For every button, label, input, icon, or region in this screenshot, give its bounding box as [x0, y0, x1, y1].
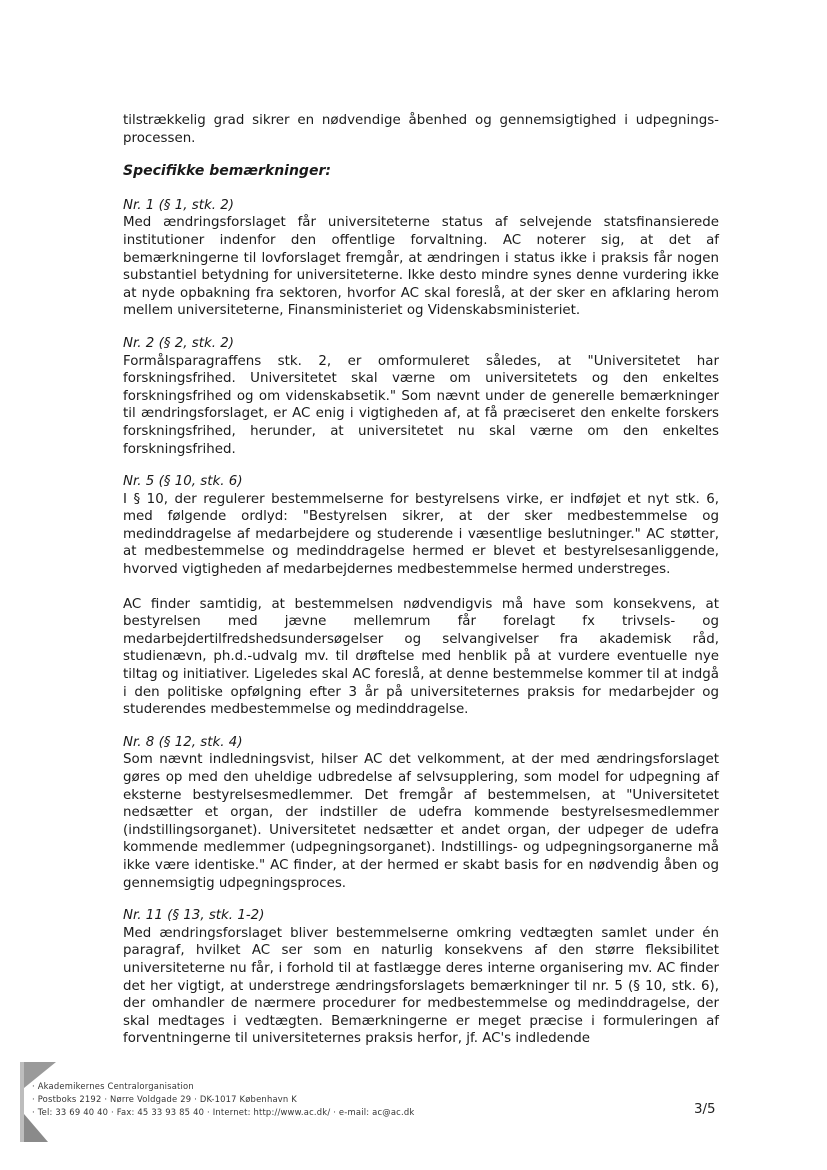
- item-nr-2: [123, 335, 719, 458]
- item-paragraph: Med ændringsforslaget bliver bestemmelserne omkring vedtægten samlet under én paragraf, hvilket AC ser som en naturlig konsekvens af den større fleksibilitet universiteterne nu får, i forhold til at fastlægge deres interne organisering mv. AC finder det her vigtigt, at understrege ændringsforslagets bemærkninger til nr. 5 (§ 10, stk. 6), der omhandler de nærmere procedurer for medbestemmelse og medinddragelse, der skal medtages i vedtægten. Bemærkningerne er meget præcise i formuleringen af forventningerne til universiteternes praksis herfor, jf. AC's indledende: [123, 925, 719, 1047]
- footer-org-name: · Akademikernes Centralorganisation: [32, 1081, 194, 1091]
- item-heading: Nr. 2 (§ 2, stk. 2): [123, 335, 235, 351]
- intro-paragraph: tilstrækkelig grad sikrer en nødvendige åbenhed og gennemsigtighed i udpegnings-processen.: [123, 113, 719, 146]
- item-heading: Nr. 1 (§ 1, stk. 2): [123, 197, 235, 213]
- section-title: Specifikke bemærkninger:: [123, 163, 331, 180]
- item-nr-8: [123, 734, 719, 892]
- item-paragraph: Formålsparagraffens stk. 2, er omformuleret således, at "Universitetet har forskningsfrihed. Universitetet skal værne om universitetets og den enkeltes forskningsfrihed og om videnskabsetik." Som nævnt under de generelle bemærkninger til ændringsforslaget, er AC enig i vigtigheden af, at få præciseret den enkelte forskers forskningsfrihed, herunder, at universitetet nu skal værne om den enkeltes forskningsfrihed.: [123, 353, 719, 457]
- footer-postal: · Postboks 2192 · Nørre Voldgade 29 · DK-1017 København K: [32, 1094, 297, 1104]
- document-body: [123, 112, 719, 1048]
- page-number: 3/5: [694, 1102, 716, 1117]
- footer-address: [32, 1080, 414, 1119]
- footer-contact: · Tel: 33 69 40 40 · Fax: 45 33 93 85 40 · Internet: http://www.ac.dk/ · e-mail: ac@ac.dk: [32, 1107, 415, 1117]
- item-paragraph: Som nævnt indledningsvist, hilser AC det velkomment, at der med ændringsforslaget gøres op med den uheldige udbredelse af selvsupplering, som model for udpegning af eksterne bestyrelsesmedlemmer. Det fremgår af bestemmelsen, at "Universitetet nedsætter et organ, der indstiller de udefra kommende bestyrelsesmedlemmer (indstillingsorganet). Universitetet nedsætter et andet organ, der udpeger de udefra kommende medlemmer (udpegningsorganet). Indstillings- og udpegningsorganerne må ikke være identiske." AC finder, at der hermed er skabt basis for en nødvendig åben og gennemsigtig udpegningsproces.: [123, 752, 719, 891]
- item-heading: Nr. 8 (§ 12, stk. 4): [123, 734, 243, 750]
- item-nr-5: [123, 473, 719, 719]
- page-footer: [18, 1058, 808, 1148]
- item-paragraph: AC finder samtidig, at bestemmelsen nødvendigvis må have som konsekvens, at bestyrelsen med jævne mellemrum får forelagt fx trivsels- og medarbejdertilfredshedsundersøgelser og selvangivelser fra akademisk råd, studienævn, ph.d.-udvalg mv. til drøftelse med henblik på at vurdere eventuelle nye tiltag og initiativer. Ligeledes skal AC foreslå, at denne bestemmelse kommer til at indgå i den politiske opfølgning efter 3 år på universiteternes praksis for medarbejder og studerendes medbestemmelse og medinddragelse.: [123, 596, 719, 718]
- item-nr-1: [123, 197, 719, 320]
- item-paragraph: I § 10, der regulerer bestemmelserne for bestyrelsens virke, er indføjet et nyt stk. 6, med følgende ordlyd: "Bestyrelsen sikrer, at der sker medbestemmelse og medinddragelse af medarbejdere og studerende i væsentlige beslutninger." AC støtter, at medbestemmelse og medinddragelse hermed er blevet et bestyrelsesanliggende, hvorved vigtigheden af medarbejdernes medbestemmelse hermed understreges.: [123, 491, 719, 578]
- item-nr-11: [123, 907, 719, 1048]
- item-paragraph: Med ændringsforslaget får universiteterne status af selvejende statsfinansierede institutioner indenfor den offentlige forvaltning. AC noterer sig, at det af bemærkningerne til lovforslaget fremgår, at ændringen i status ikke i praksis får nogen substantiel betydning for universiteterne. Ikke desto mindre synes denne vurdering ikke at nyde opbakning fra sektoren, hvorfor AC skal foreslå, at der sker en afklaring herom mellem universiteterne, Finansministeriet og Videnskabsministeriet.: [123, 215, 719, 319]
- item-heading: Nr. 11 (§ 13, stk. 1-2): [123, 908, 265, 924]
- item-heading: Nr. 5 (§ 10, stk. 6): [123, 474, 243, 490]
